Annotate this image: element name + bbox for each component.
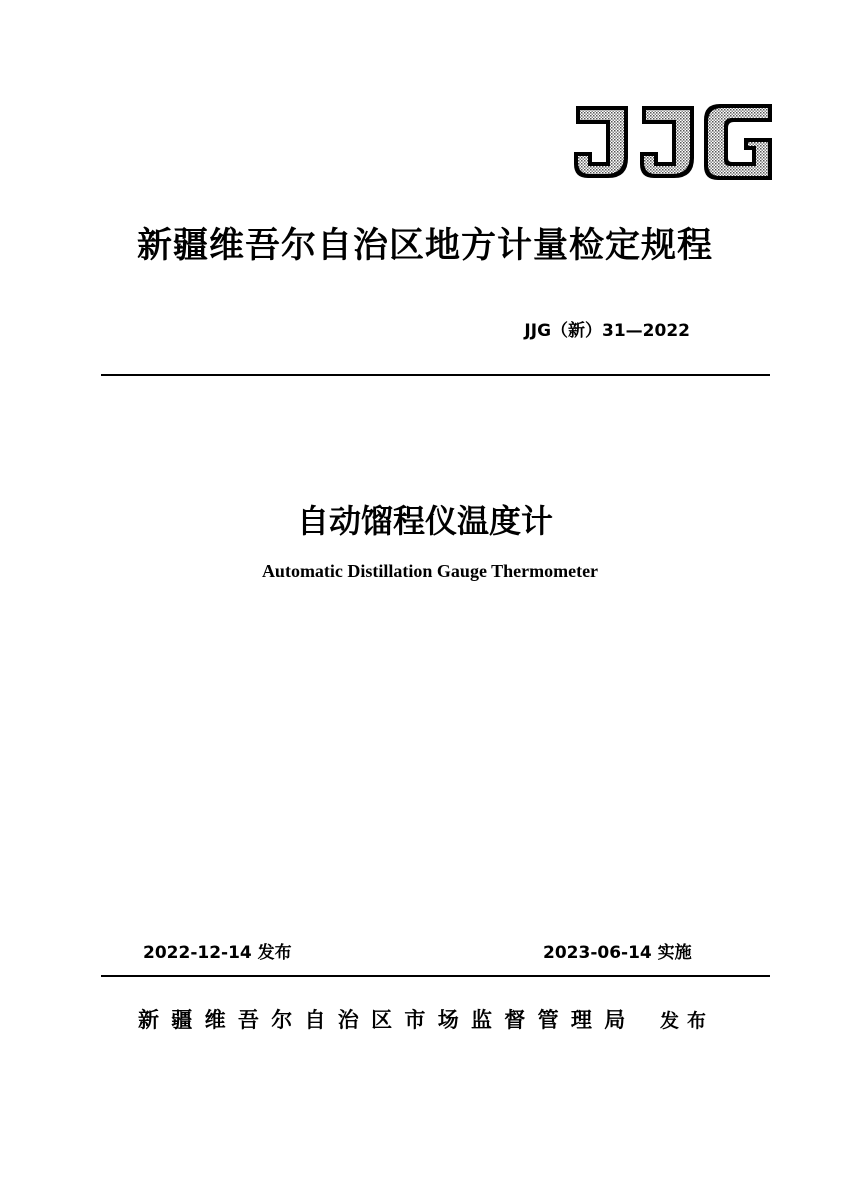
bottom-divider <box>101 975 770 977</box>
issuing-authority: 新疆维吾尔自治区市场监督管理局 <box>138 1008 638 1032</box>
jjg-logo-graphic <box>566 100 776 184</box>
document-title-cn: 自动馏程仪温度计 <box>296 502 553 540</box>
document-series-title: 新疆维吾尔自治区地方计量检定规程 <box>136 226 713 266</box>
issuing-authority-suffix: 发布 <box>660 1010 715 1032</box>
document-title-en: Automatic Distillation Gauge Thermometer <box>261 561 599 581</box>
jjg-logo-text: JJG <box>671 150 673 151</box>
jjg-logo <box>566 100 776 184</box>
top-divider <box>101 374 770 376</box>
issue-date: 2022-12-14 发布 <box>143 943 292 963</box>
implementation-date: 2023-06-14 实施 <box>543 943 692 963</box>
standard-code: JJG（新）31—2022 <box>524 321 690 341</box>
